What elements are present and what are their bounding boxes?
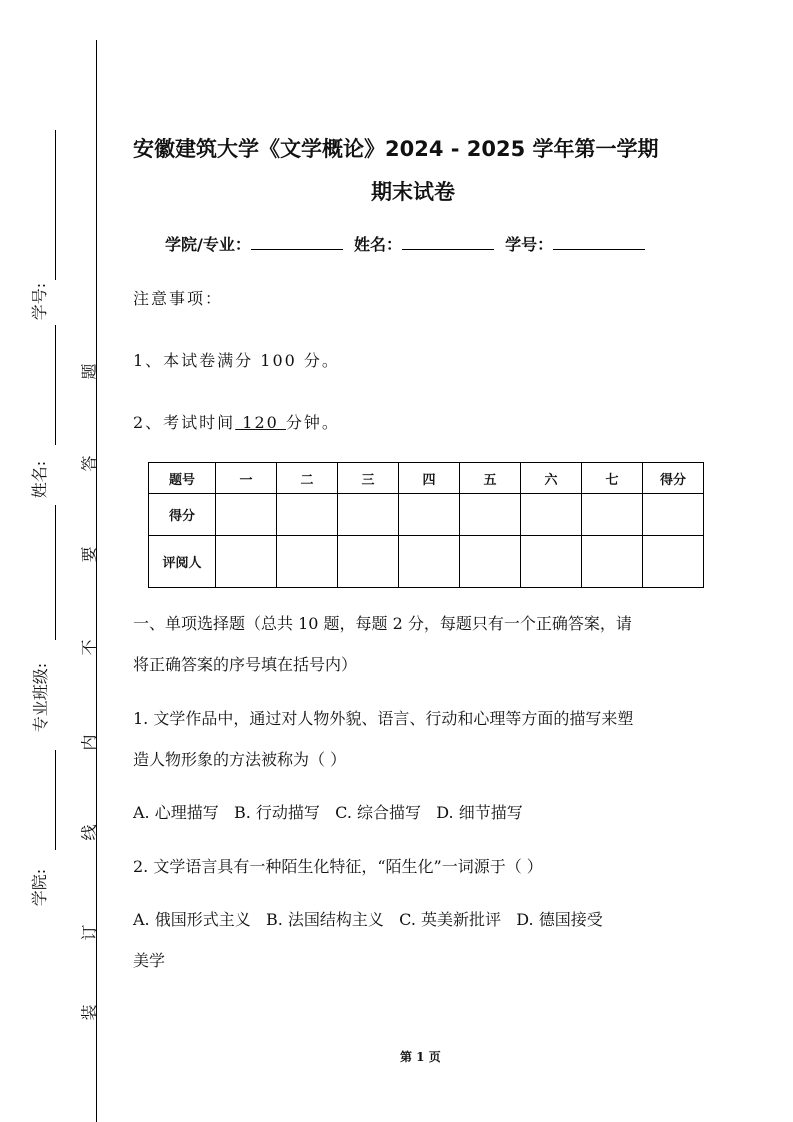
seal-char: 答 — [79, 455, 99, 472]
name-label: 姓名： — [354, 235, 403, 254]
page-title: 安徽建筑大学《文学概论》2024 - 2025 学年第一学期 — [133, 137, 659, 161]
field-line — [55, 130, 56, 280]
question-stem: 2. 文学语言具有一种陌生化特征，“陌生化”一词源于（ ） — [133, 857, 543, 876]
field-line — [55, 750, 56, 850]
table-row — [149, 536, 704, 588]
notice-item — [133, 410, 340, 433]
seal-char: 要 — [79, 546, 99, 563]
notice-text: 2、考试时间 — [133, 413, 236, 432]
notice-item: 1、本试卷满分 100 分。 — [133, 351, 340, 370]
section-heading: 将正确答案的序号填在括号内） — [133, 655, 358, 674]
binding-line — [96, 40, 97, 1122]
seal-char: 不 — [79, 639, 99, 656]
table-header: 三 — [338, 463, 399, 494]
table-header: 一 — [216, 463, 277, 494]
question-options: A. 俄国形式主义 B. 法国结构主义 C. 英美新批评 D. 德国接受 — [133, 910, 603, 929]
info-row — [165, 232, 645, 255]
table-row — [149, 494, 704, 536]
seal-char: 装 — [79, 1004, 99, 1021]
seal-char: 订 — [79, 924, 99, 941]
question-stem: 造人物形象的方法被称为（ ） — [133, 750, 347, 769]
seal-char: 内 — [79, 734, 99, 751]
table-header: 四 — [399, 463, 460, 494]
score-table — [148, 462, 704, 588]
exam-duration: 120 — [235, 413, 286, 432]
table-header: 二 — [277, 463, 338, 494]
notice-heading: 注意事项： — [133, 289, 224, 308]
name-blank — [402, 235, 494, 250]
id-blank — [553, 235, 645, 250]
college-label: 学院/专业： — [165, 235, 251, 254]
field-line — [55, 505, 56, 640]
margin-field-college: 学院: — [30, 868, 50, 907]
margin-field-class: 专业班级: — [31, 662, 51, 733]
table-header: 七 — [582, 463, 643, 494]
table-header: 五 — [460, 463, 521, 494]
question-options: 美学 — [133, 951, 166, 970]
seal-char: 题 — [79, 363, 99, 380]
question-stem: 1. 文学作品中，通过对人物外貌、语言、行动和心理等方面的描写来塑 — [133, 709, 634, 728]
seal-char: 线 — [79, 824, 99, 841]
field-line — [55, 325, 56, 445]
margin-field-name: 姓名: — [30, 460, 50, 499]
college-blank — [251, 235, 343, 250]
row-label: 得分 — [149, 494, 216, 536]
section-heading: 一、单项选择题（总共 10 题，每题 2 分，每题只有一个正确答案，请 — [133, 614, 632, 633]
row-label: 评阅人 — [149, 536, 216, 588]
page-number: 第 1 页 — [400, 1050, 441, 1064]
id-label: 学号： — [505, 235, 554, 254]
table-header: 得分 — [643, 463, 704, 494]
table-header: 题号 — [149, 463, 216, 494]
page-subtitle: 期末试卷 — [371, 180, 455, 204]
question-options: A. 心理描写 B. 行动描写 C. 综合描写 D. 细节描写 — [133, 803, 523, 822]
table-header: 六 — [521, 463, 582, 494]
table-header-row — [149, 463, 704, 494]
margin-field-id: 学号: — [30, 282, 50, 321]
notice-text: 分钟。 — [285, 413, 340, 432]
